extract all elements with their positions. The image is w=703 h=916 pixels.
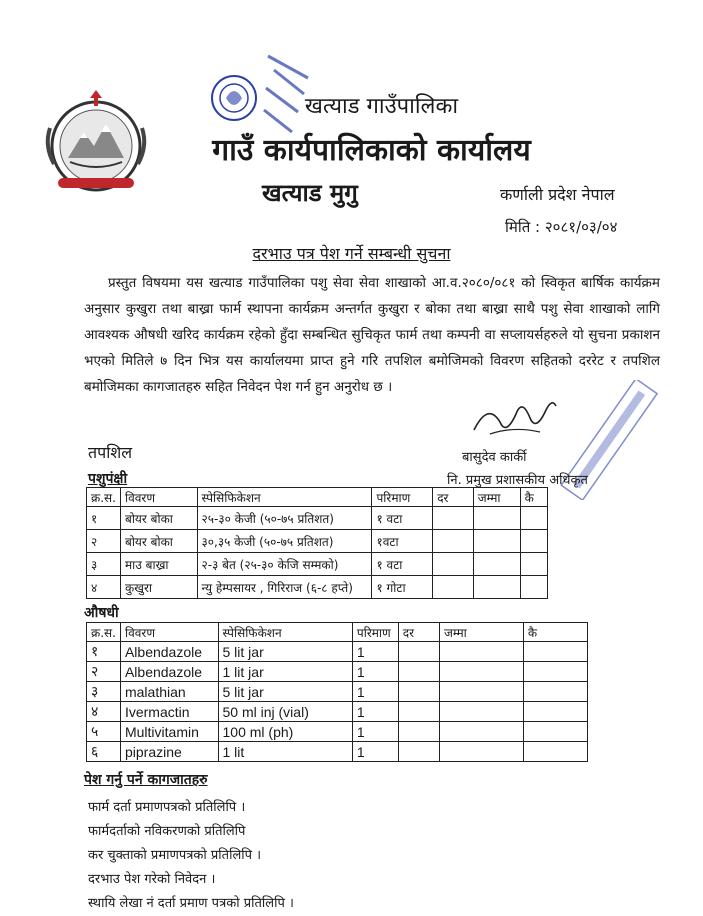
cell — [398, 722, 439, 742]
cell — [523, 702, 587, 722]
table-row — [87, 507, 548, 530]
livestock-heading: पशुपंक्षी — [88, 471, 128, 487]
table-row — [87, 682, 588, 702]
col-header: दर — [433, 488, 474, 507]
medicine-table — [86, 622, 588, 762]
table-row — [87, 576, 548, 599]
cell: ६ — [87, 742, 121, 762]
cell: Ivermactin — [120, 702, 218, 722]
cell: ३ — [87, 553, 121, 576]
col-header: परिमाण — [352, 623, 398, 642]
cell — [473, 553, 520, 576]
table-header-row — [87, 623, 588, 642]
cell: १ वटा — [372, 507, 433, 530]
cell — [523, 742, 587, 762]
cell: 1 — [352, 702, 398, 722]
org-line-3: खत्याड मुगु — [262, 179, 358, 207]
cell: ३०,३५ केजी (५०-७५ प्रतिशत) — [197, 530, 372, 553]
cell: ५ — [87, 722, 121, 742]
cell — [433, 553, 474, 576]
cell — [439, 642, 523, 662]
required-docs-list — [88, 796, 294, 916]
cell: 1 lit — [218, 742, 352, 762]
col-header: विवरण — [120, 488, 197, 507]
cell: 100 ml (ph) — [218, 722, 352, 742]
col-header: परिमाण — [372, 488, 433, 507]
cell: Albendazole — [120, 662, 218, 682]
cell: १वटा — [372, 530, 433, 553]
cell: piprazine — [120, 742, 218, 762]
cell: 1 — [352, 722, 398, 742]
cell: 1 — [352, 682, 398, 702]
cell: Albendazole — [120, 642, 218, 662]
signatory-role: नि. प्रमुख प्रशासकीय अधिकृत — [447, 473, 588, 488]
table-row — [87, 662, 588, 682]
cell: बोयर बोका — [120, 507, 197, 530]
required-docs-heading: पेश गर्नु पर्ने कागजातहरु — [84, 772, 208, 788]
col-header: क्र.स. — [87, 488, 121, 507]
col-header: जम्मा — [439, 623, 523, 642]
cell — [398, 682, 439, 702]
cell: ४ — [87, 702, 121, 722]
cell — [473, 530, 520, 553]
cell: २-३ बेत (२५-३० केजि सम्मको) — [197, 553, 372, 576]
cell: 1 lit jar — [218, 662, 352, 682]
cell — [439, 722, 523, 742]
cell — [439, 662, 523, 682]
cell — [433, 576, 474, 599]
cell — [439, 702, 523, 722]
cell — [433, 507, 474, 530]
cell — [523, 642, 587, 662]
cell: २५-३० केजी (५०-७५ प्रतिशत) — [197, 507, 372, 530]
cell: Multivitamin — [120, 722, 218, 742]
cell: माउ बाख्रा — [120, 553, 197, 576]
list-item: फार्मदर्ताको नविकरणको प्रतिलिपि — [88, 824, 246, 839]
cell — [398, 662, 439, 682]
list-item: दरभाउ पेश गरेको निवेदन । — [88, 872, 216, 887]
table-row — [87, 742, 588, 762]
cell: 1 — [352, 642, 398, 662]
table-row — [87, 553, 548, 576]
table-row — [87, 722, 588, 742]
cell: १ — [87, 642, 121, 662]
cell: 5 lit jar — [218, 682, 352, 702]
notice-body: प्रस्तुत विषयमा यस खत्याड गाउँपालिका पशु सेवा सेवा शाखाको आ.व.२०८०/०८१ को स्विकृत बार्षिक कार्यक्रम अनुसार कुखुरा तथा बाख्रा फार्म स्थापना कार्यक्रम अन्तर्गत कुखुरा र बोका तथा बाख्रा साथै पशु सेवा शाखाको लागि आवश्यक औषधी खरिद कार्यक्रम रहेको हुँदा सम्बन्धित सुचिकृत फार्म तथा कम्पनी वा सप्लायर्सहरुले यो सुचना प्रकाशन भएको मितिले ७ दिन भित्र यस कार्यालयमा प्राप्त हुने गरि तपशिल बमोजिमको विवरण सहितको दररेट र तपशिल बमोजिमका कागजातहरु सहित निवेदन पेश गर्न हुन अनुरोध छ । — [84, 275, 660, 395]
col-header: स्पेसिफिकेशन — [197, 488, 372, 507]
list-item: कर चुक्ताको प्रमाणपत्रको प्रतिलिपि । — [88, 848, 262, 863]
cell — [523, 662, 587, 682]
col-header: विवरण — [120, 623, 218, 642]
cell — [398, 642, 439, 662]
signatory-name: बासुदेव कार्की — [462, 450, 527, 465]
cell — [398, 702, 439, 722]
livestock-table — [86, 487, 548, 599]
cell — [520, 553, 547, 576]
cell: malathian — [120, 682, 218, 702]
medicine-heading: औषधी — [84, 605, 119, 621]
col-header: स्पेसिफिकेशन — [218, 623, 352, 642]
table-row — [87, 530, 548, 553]
cell — [433, 530, 474, 553]
cell — [520, 576, 547, 599]
list-item: फार्म दर्ता प्रमाणपत्रको प्रतिलिपि । — [88, 800, 246, 815]
org-line-2: गाउँ कार्यपालिकाको कार्यालय — [212, 133, 531, 168]
cell — [473, 507, 520, 530]
cell — [520, 507, 547, 530]
table-row — [87, 702, 588, 722]
details-heading: तपशिल — [88, 443, 133, 462]
cell — [523, 722, 587, 742]
cell: 1 — [352, 662, 398, 682]
cell — [473, 576, 520, 599]
col-header: क्र.स. — [87, 623, 121, 642]
org-line-1: खत्याड गाउँपालिका — [304, 94, 459, 119]
cell: १ गोटा — [372, 576, 433, 599]
notice-title: दरभाउ पत्र पेश गर्ने सम्बन्धी सुचना — [252, 244, 451, 263]
notice-date: मिति : २०८१/०३/०४ — [505, 218, 618, 236]
col-header: जम्मा — [473, 488, 520, 507]
cell: २ — [87, 662, 121, 682]
cell: कुखुरा — [120, 576, 197, 599]
cell — [439, 742, 523, 762]
cell — [439, 682, 523, 702]
table-row — [87, 642, 588, 662]
col-header: दर — [398, 623, 439, 642]
col-header: कै — [523, 623, 587, 642]
cell: 5 lit jar — [218, 642, 352, 662]
cell — [520, 530, 547, 553]
cell: २ — [87, 530, 121, 553]
cell: बोयर बोका — [120, 530, 197, 553]
cell: १ — [87, 507, 121, 530]
col-header: कै — [520, 488, 547, 507]
cell: ३ — [87, 682, 121, 702]
cell — [398, 742, 439, 762]
province-label: कर्णाली प्रदेश नेपाल — [500, 185, 615, 204]
cell — [523, 682, 587, 702]
list-item: स्थायि लेखा नं दर्ता प्रमाण पत्रको प्रतिलिपि । — [88, 896, 294, 911]
cell: 1 — [352, 742, 398, 762]
cell: न्यु हेम्पसायर , गिरिराज (६-८ हप्ते) — [197, 576, 372, 599]
cell: ४ — [87, 576, 121, 599]
cell: 50 ml inj (vial) — [218, 702, 352, 722]
cell: १ वटा — [372, 553, 433, 576]
table-header-row — [87, 488, 548, 507]
